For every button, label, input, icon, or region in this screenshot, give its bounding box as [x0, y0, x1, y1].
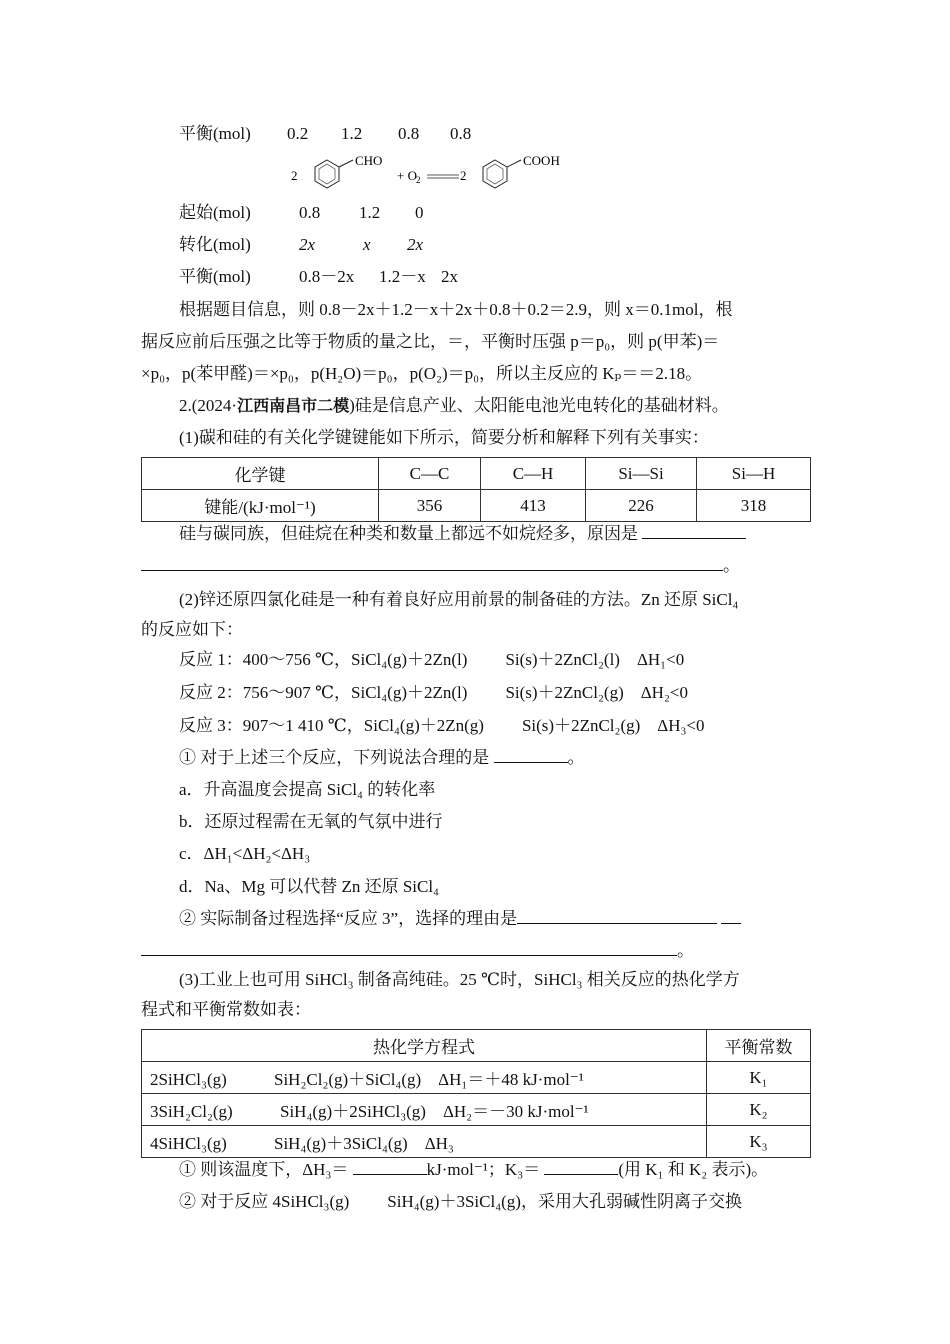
benzene-ring-icon — [483, 160, 521, 188]
question-text: ① 对于上述三个反应，下列说法合理的是 — [179, 748, 490, 767]
part3-intro: (3)工业上也可用 SiHCl₃ 制备高纯硅。25 ℃时，SiHCl₃ 相关反应的热化学方 — [179, 970, 740, 989]
table-row — [142, 1126, 811, 1158]
answer-line — [141, 939, 694, 963]
value: 0.8 — [398, 124, 420, 143]
value: 2x — [441, 267, 458, 286]
answer-blank[interactable] — [141, 939, 677, 956]
question-number: 2. — [179, 396, 192, 415]
value: 0.8 — [450, 124, 472, 143]
answer-blank[interactable] — [517, 907, 717, 924]
table-cell: 化学键 — [142, 458, 379, 490]
reaction-line — [179, 714, 705, 738]
table-cell: 键能/(kJ·mol⁻¹) — [142, 490, 379, 522]
question-text: 硅与碳同族，但硅烷在种类和数量上都远不如烷烃多，原因是 — [179, 524, 638, 543]
table-row — [142, 1062, 811, 1094]
table-cell: 226 — [586, 490, 697, 522]
equation-right: SiH₄(g)＋2SiHCl₃(g) ΔH₂＝－30 kJ·mol⁻¹ — [280, 1102, 589, 1121]
reaction-line — [179, 648, 684, 672]
period: 。 — [567, 748, 585, 767]
table-cell: Si—Si — [586, 458, 697, 490]
question-stem: )硅是信息产业、太阳能电池光电转化的基础材料。 — [349, 396, 729, 415]
option-b: b．还原过程需在无氧的气氛中进行 — [179, 812, 443, 831]
value: 0.2 — [287, 124, 309, 143]
table-cell: 318 — [697, 490, 811, 522]
coefficient-1: 2 — [291, 168, 298, 183]
equilibrium-arrow-icon — [427, 175, 459, 178]
value: 1.2 — [359, 203, 381, 222]
table-cell: C—C — [379, 458, 481, 490]
table-cell — [142, 1094, 707, 1126]
calc-row-balance — [179, 265, 458, 289]
answer-blank[interactable] — [141, 554, 723, 571]
balance-row-1 — [179, 122, 471, 146]
question-text: (用 K₁ 和 K₂ 表示)。 — [618, 1160, 769, 1179]
period: 。 — [723, 556, 740, 575]
value: 1.2 — [341, 124, 363, 143]
calc-row-start — [179, 201, 424, 225]
answer-blank[interactable] — [494, 746, 568, 763]
table-row — [142, 1094, 811, 1126]
aldehyde-group: CHO — [355, 153, 383, 168]
oxygen-subscript: 2 — [416, 175, 421, 185]
row-label: 转化(mol) — [179, 235, 251, 254]
answer-blank[interactable] — [642, 522, 746, 539]
table-cell: C—H — [481, 458, 586, 490]
part3-intro: 程式和平衡常数如表： — [141, 1000, 311, 1019]
calc-row-change — [179, 233, 423, 257]
analysis-line: ×p₀，p(苯甲醛)＝×p₀，p(H₂O)＝p₀，p(O₂)＝p₀，所以主反应的 Kₚ＝＝2.18。 — [141, 364, 703, 383]
equation-left: 2SiHCl₃(g) — [150, 1070, 227, 1089]
reaction-line — [179, 681, 688, 705]
table-cell: K₂ — [707, 1094, 811, 1126]
question-text: ② 对于反应 4SiHCl₃(g) — [179, 1192, 350, 1211]
value: 2x — [407, 235, 424, 254]
question-text: ② 实际制备过程选择“反应 3”，选择的理由是 — [179, 909, 518, 928]
question-text: kJ·mol⁻¹；K₃＝ — [426, 1160, 541, 1179]
equation-left: 3SiH₂Cl₂(g) — [150, 1102, 233, 1121]
equation-right: SiH₂Cl₂(g)＋SiCl₄(g) ΔH₁＝＋48 kJ·mol⁻¹ — [274, 1070, 584, 1089]
table-cell — [142, 1062, 707, 1094]
sub-question-1 — [179, 746, 585, 770]
reaction-left: 反应 3：907～1 410 ℃，SiCl₄(g)＋2Zn(g) — [179, 716, 484, 735]
question-heading — [179, 394, 729, 418]
answer-blank[interactable] — [544, 1158, 618, 1175]
sub-question-2 — [179, 907, 741, 931]
table-cell: 平衡常数 — [707, 1030, 811, 1062]
table-row — [142, 490, 811, 522]
option-d: d．Na、Mg 可以代替 Zn 还原 SiCl₄ — [179, 877, 439, 896]
table-header-row — [142, 1030, 811, 1062]
question-text: SiH₄(g)＋3SiCl₄(g)，采用大孔弱碱性阴离子交换 — [387, 1192, 742, 1211]
reaction-scheme — [289, 152, 589, 194]
reaction-left: 反应 1：400～756 ℃，SiCl₄(g)＋2Zn(l) — [179, 650, 468, 669]
table-cell — [142, 1126, 707, 1158]
equation-right: SiH₄(g)＋3SiCl₄(g) ΔH₃ — [274, 1134, 454, 1153]
row-label: 起始(mol) — [179, 203, 251, 222]
thermo-table — [141, 1029, 811, 1158]
value: x — [363, 235, 371, 254]
answer-blank[interactable] — [353, 1158, 427, 1175]
part1-question — [179, 522, 746, 546]
table-cell: 413 — [481, 490, 586, 522]
reaction-left: 反应 2：756～907 ℃，SiCl₄(g)＋2Zn(l) — [179, 683, 468, 702]
period: 。 — [677, 941, 694, 960]
plus-oxygen: + O — [397, 168, 417, 183]
table-cell: Si—H — [697, 458, 811, 490]
row-label: 平衡(mol) — [179, 267, 251, 286]
part2-intro: (2)锌还原四氯化硅是一种有着良好应用前景的制备硅的方法。Zn 还原 SiCl₄ — [179, 590, 739, 609]
reaction-right: Si(s)＋2ZnCl₂(l) ΔH₁<0 — [505, 650, 685, 669]
row-label: 平衡(mol) — [179, 124, 251, 143]
bond-energy-table — [141, 457, 811, 522]
coefficient-2: 2 — [460, 168, 467, 183]
benzene-ring-icon — [315, 160, 353, 188]
table-cell: 356 — [379, 490, 481, 522]
table-cell: 热化学方程式 — [142, 1030, 707, 1062]
value: 0.8 — [299, 203, 321, 222]
option-c: c．ΔH₁<ΔH₂<ΔH₃ — [179, 844, 311, 863]
part1-intro: (1)碳和硅的有关化学键键能如下所示，简要分析和解释下列有关事实： — [179, 428, 709, 447]
analysis-line: 根据题目信息，则 0.8－2x＋1.2－x＋2x＋0.8＋0.2＝2.9，则 x＝0.1mol，根 — [179, 300, 733, 319]
equation-left: 4SiHCl₃(g) — [150, 1134, 227, 1153]
value: 0.8－2x — [299, 267, 355, 286]
answer-blank[interactable] — [721, 907, 741, 924]
part2-intro: 的反应如下： — [141, 620, 243, 639]
table-cell: K₁ — [707, 1062, 811, 1094]
value: 2x — [299, 235, 316, 254]
source-prefix: (2024· — [191, 396, 238, 415]
analysis-line: 据反应前后压强之比等于物质的量之比，＝，平衡时压强 p＝p₀，则 p(甲苯)＝ — [141, 332, 720, 351]
sub-question-4 — [179, 1190, 742, 1214]
value: 1.2－x — [379, 267, 426, 286]
question-text: ① 则该温度下，ΔH₃＝ — [179, 1160, 349, 1179]
carboxyl-group: COOH — [523, 153, 560, 168]
table-cell: K₃ — [707, 1126, 811, 1158]
value: 0 — [415, 203, 424, 222]
answer-line — [141, 554, 740, 578]
reaction-right: Si(s)＋2ZnCl₂(g) ΔH₂<0 — [505, 683, 688, 702]
reaction-right: Si(s)＋2ZnCl₂(g) ΔH₃<0 — [521, 716, 705, 735]
sub-question-3 — [179, 1158, 768, 1182]
option-a: a．升高温度会提高 SiCl₄ 的转化率 — [179, 780, 436, 799]
table-header-row — [142, 458, 811, 490]
source-name: 江西南昌市二模 — [237, 396, 350, 415]
